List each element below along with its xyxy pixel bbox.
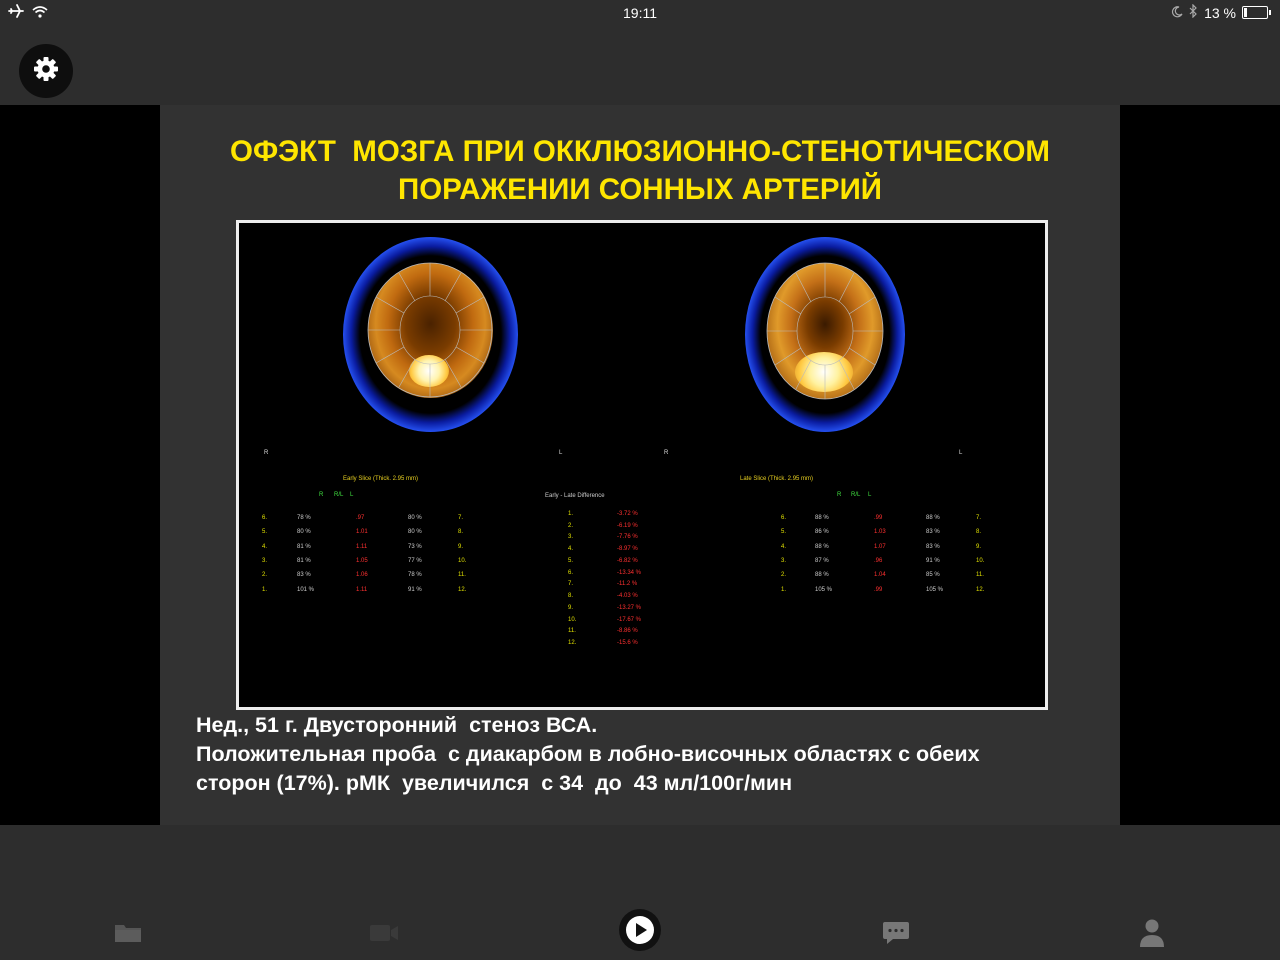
left-value: 88 %	[926, 515, 940, 521]
difference-value: -7.76 %	[617, 534, 638, 540]
difference-value: -13.34 %	[617, 570, 642, 576]
spect-scan-image	[236, 220, 1048, 710]
play-icon	[618, 908, 662, 957]
right-value: 81 %	[297, 558, 311, 564]
caption-line1: Нед., 51 г. Двусторонний стеноз ВСА.	[196, 713, 598, 737]
tab-camera[interactable]	[364, 915, 404, 955]
row-number: 12.	[568, 640, 577, 646]
early-col-ratio: R/L	[334, 492, 344, 498]
status-time: 19:11	[623, 5, 657, 21]
top-toolbar	[0, 26, 1280, 105]
ratio-value: 1.11	[356, 544, 368, 550]
left-value: 83 %	[926, 529, 940, 535]
row-number: 1.	[568, 511, 574, 517]
slide	[160, 105, 1120, 825]
row-number: 9.	[976, 544, 982, 550]
row-number: 3.	[781, 558, 787, 564]
slide-title-line1: ОФЭКТ МОЗГА ПРИ ОККЛЮЗИОННО-СТЕНОТИЧЕСКОМ	[230, 135, 1050, 168]
row-number: 3.	[262, 558, 268, 564]
late-slice-heading: Late Slice (Thick. 2.95 mm)	[740, 476, 814, 482]
ratio-value: 1.11	[356, 587, 368, 593]
right-value: 78 %	[297, 515, 311, 521]
right-value: 88 %	[815, 544, 829, 550]
left-value: 80 %	[408, 515, 422, 521]
row-number: 3.	[568, 534, 574, 540]
row-number: 11.	[458, 572, 466, 578]
row-number: 1.	[262, 587, 268, 593]
row-number: 7.	[568, 581, 574, 587]
row-number: 10.	[568, 617, 577, 623]
tab-files[interactable]	[108, 915, 148, 955]
row-number: 9.	[568, 605, 574, 611]
row-number: 12.	[976, 587, 985, 593]
difference-heading: Early - Late Difference	[545, 493, 605, 499]
settings-button[interactable]	[19, 44, 73, 98]
early-slice-heading: Early Slice (Thick. 2.95 mm)	[343, 476, 419, 482]
row-number: 8.	[458, 529, 464, 535]
folder-icon	[113, 921, 143, 950]
right-value: 105 %	[815, 587, 833, 593]
slide-title	[160, 133, 1120, 209]
row-number: 8.	[976, 529, 982, 535]
row-number: 5.	[781, 529, 787, 535]
right-value: 88 %	[815, 515, 829, 521]
bottom-tab-bar	[0, 825, 1280, 960]
row-number: 2.	[262, 572, 268, 578]
tab-chat[interactable]	[876, 915, 916, 955]
difference-value: -6.82 %	[617, 558, 638, 564]
slide-viewer[interactable]	[0, 105, 1280, 825]
left-value: 73 %	[408, 544, 422, 550]
battery-icon	[1242, 6, 1268, 19]
early-col-l: L	[350, 492, 354, 498]
difference-value: -15.6 %	[617, 640, 638, 646]
difference-value: -11.2 %	[617, 581, 638, 587]
ratio-value: .96	[874, 558, 883, 564]
right-value: 87 %	[815, 558, 829, 564]
marker-left: L	[559, 450, 563, 456]
tab-profile[interactable]	[1132, 915, 1172, 955]
ratio-value: 1.03	[874, 529, 886, 535]
early-col-r: R	[319, 492, 324, 498]
late-slice-brain-image	[745, 237, 905, 432]
battery-percent: 13 %	[1204, 4, 1236, 21]
person-icon	[1139, 918, 1165, 953]
difference-value: -8.97 %	[617, 546, 638, 552]
row-number: 11.	[568, 628, 576, 634]
marker-left: L	[959, 450, 963, 456]
row-number: 7.	[976, 515, 982, 521]
right-value: 83 %	[297, 572, 311, 578]
left-value: 80 %	[408, 529, 422, 535]
row-number: 9.	[458, 544, 464, 550]
difference-value: -6.19 %	[617, 523, 638, 529]
right-value: 80 %	[297, 529, 311, 535]
row-number: 5.	[568, 558, 574, 564]
row-number: 6.	[262, 515, 268, 521]
right-value: 86 %	[815, 529, 829, 535]
slide-title-line2: ПОРАЖЕНИИ СОННЫХ АРТЕРИЙ	[397, 173, 883, 206]
early-slice-brain-image	[343, 237, 518, 432]
left-value: 91 %	[408, 587, 422, 593]
row-number: 1.	[781, 587, 787, 593]
gear-icon	[32, 55, 60, 88]
bluetooth-icon	[1189, 4, 1198, 21]
difference-value: -8.86 %	[617, 628, 638, 634]
chat-bubble-icon	[882, 920, 910, 951]
difference-value: -17.67 %	[617, 617, 642, 623]
slide-caption	[196, 711, 980, 798]
right-value: 81 %	[297, 544, 311, 550]
row-number: 4.	[781, 544, 787, 550]
row-number: 7.	[458, 515, 464, 521]
left-value: 83 %	[926, 544, 940, 550]
ratio-value: 1.01	[356, 529, 368, 535]
caption-line3: сторон (17%). рМК увеличился с 34 до 43 мл/100г/мин	[196, 771, 793, 795]
ratio-value: .99	[874, 515, 883, 521]
marker-right: R	[664, 450, 669, 456]
caption-line2: Положительная проба с диакарбом в лобно-височных областях с обеих	[196, 742, 980, 766]
left-value: 91 %	[926, 558, 940, 564]
row-number: 4.	[568, 546, 574, 552]
row-number: 6.	[781, 515, 787, 521]
ratio-value: 1.04	[874, 572, 886, 578]
row-number: 2.	[568, 523, 574, 529]
left-value: 77 %	[408, 558, 422, 564]
left-value: 78 %	[408, 572, 422, 578]
row-number: 5.	[262, 529, 268, 535]
late-col-r: R	[837, 492, 842, 498]
late-col-l: L	[868, 492, 872, 498]
moon-icon	[1171, 5, 1183, 21]
row-number: 4.	[262, 544, 268, 550]
left-value: 105 %	[926, 587, 944, 593]
difference-value: -13.27 %	[617, 605, 642, 611]
row-number: 8.	[568, 593, 574, 599]
ratio-value: 1.07	[874, 544, 886, 550]
row-number: 6.	[568, 570, 574, 576]
ratio-value: 1.05	[356, 558, 368, 564]
tab-play[interactable]	[618, 910, 662, 954]
right-value: 88 %	[815, 572, 829, 578]
row-number: 10.	[976, 558, 985, 564]
row-number: 12.	[458, 587, 467, 593]
ratio-value: .97	[356, 515, 365, 521]
status-bar	[0, 0, 1280, 26]
late-col-ratio: R/L	[851, 492, 861, 498]
row-number: 2.	[781, 572, 787, 578]
ratio-value: .99	[874, 587, 883, 593]
difference-value: -3.72 %	[617, 511, 638, 517]
video-camera-icon	[368, 922, 400, 949]
left-value: 85 %	[926, 572, 940, 578]
right-value: 101 %	[297, 587, 315, 593]
row-number: 10.	[458, 558, 467, 564]
difference-value: -4.03 %	[617, 593, 638, 599]
ratio-value: 1.06	[356, 572, 368, 578]
battery-level	[1244, 8, 1247, 17]
marker-right: R	[264, 450, 269, 456]
row-number: 11.	[976, 572, 984, 578]
